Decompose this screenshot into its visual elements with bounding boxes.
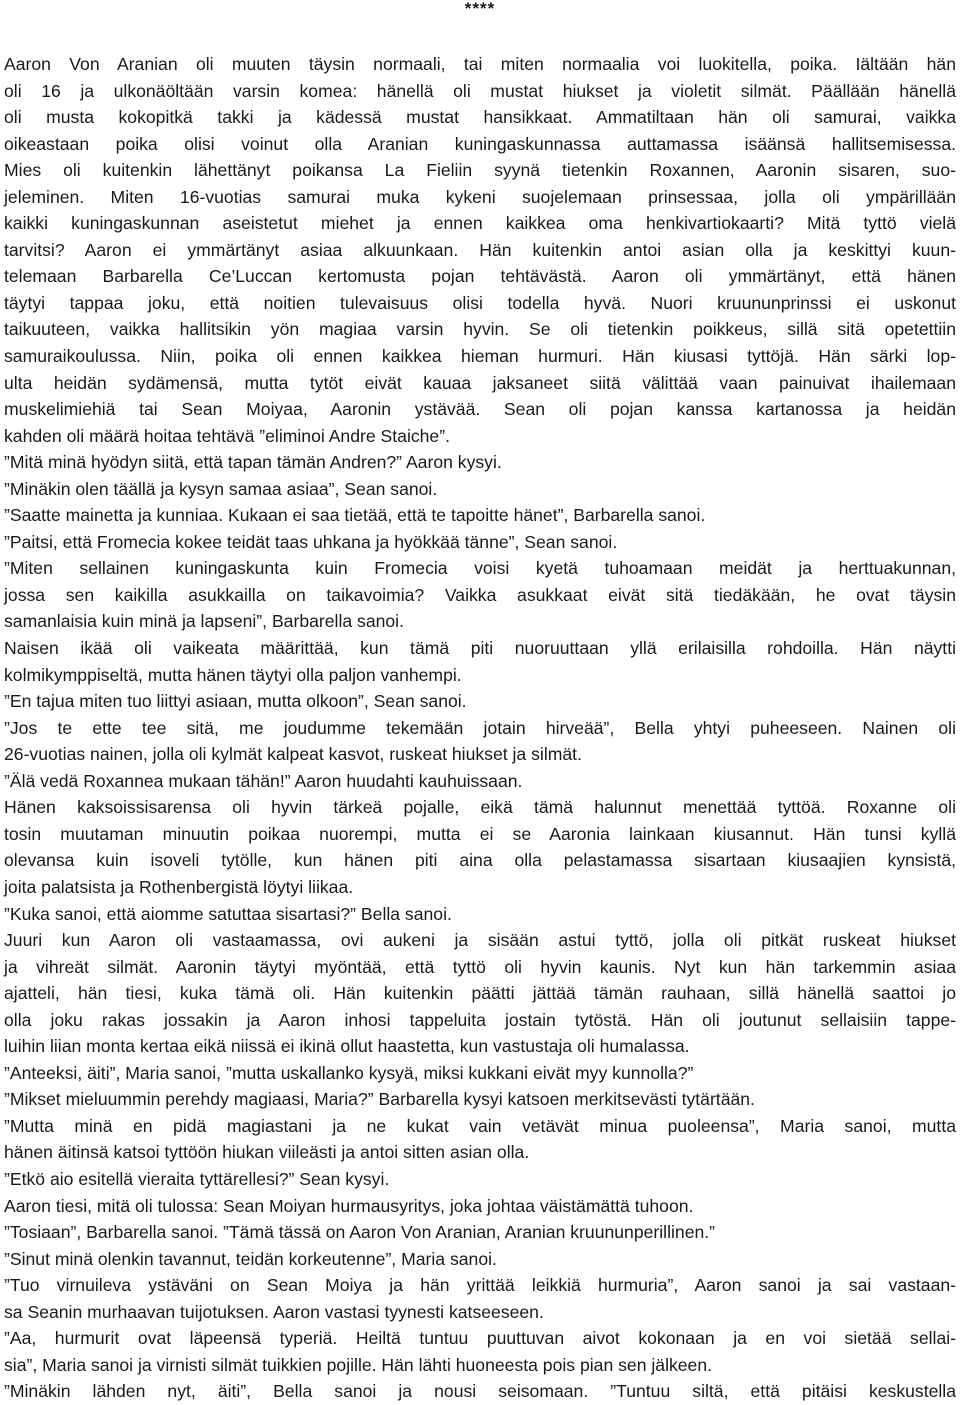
text-line: tarvitsi? Aaron ei ymmärtänyt asiaa alkuunkaan. Hän kuitenkin antoi asian olla ja keskittyi kuun-: [4, 239, 956, 260]
text-line: ”Mutta minä en pidä magiastani ja ne kukat vain vetävät minua puoleensa”, Maria sanoi, mutta: [4, 1115, 956, 1136]
text-line: joita palatsista ja Rothenbergistä löytyi liikaa.: [4, 876, 354, 897]
text-line: Hänen kaksoissisarensa oli hyvin tärkeä pojalle, eikä tämä halunnut menettää tyttöä. Roxanne oli: [4, 797, 956, 818]
text-line: kahden oli määrä hoitaa tehtävä ”eliminoi Andre Staiche”.: [4, 425, 450, 446]
text-line: sia”, Maria sanoi ja virnisti silmät tuikkien pojille. Hän lähti huoneesta pois pian sen jälkeen.: [4, 1354, 713, 1375]
text-line: ”Minäkin olen täällä ja kysyn samaa asiaa”, Sean sanoi.: [4, 478, 438, 499]
text-line: Juuri kun Aaron oli vastaamassa, ovi aukeni ja sisään astui tyttö, jolla oli pitkät ruskeat hiukset: [4, 930, 956, 951]
text-line: oikeastaan poika olisi voinut olla Aranian kuningaskunnassa auttamassa isäänsä hallitsemisessa.: [4, 133, 956, 154]
text-line: ”Sinut minä olenkin tavannut, teidän korkeutenne”, Maria sanoi.: [4, 1248, 497, 1269]
document-page: [4, 0, 956, 1402]
text-line: ”Mikset mieluummin perehdy magiaasi, Maria?” Barbarella kysyi katsoen merkitsevästi tytärtään.: [4, 1089, 755, 1110]
text-line: ja vihreät silmät. Aaronin täytyi myöntää, että tyttö oli hyvin kaunis. Nyt kun hän tarkemmin asiaa: [4, 956, 956, 977]
text-line: Aaron Von Aranian oli muuten täysin normaali, tai miten normaalia voi luokitella, poika. Iältään hän: [4, 54, 956, 74]
body-text: [4, 51, 956, 1405]
text-line: telemaan Barbarella Ce’Luccan kertomusta pojan tehtävästä. Aaron oli ymmärtänyt, että hänen: [4, 266, 956, 287]
text-line: ajatteli, hän tiesi, kuka tämä oli. Hän kuitenkin päätti jättää tämän rauhaan, sillä hänellä saattoi jo: [4, 983, 956, 1004]
text-line: 26-vuotias nainen, jolla oli kylmät kalpeat kasvot, ruskeat hiukset ja silmät.: [4, 744, 582, 765]
text-line: ulta heidän sydämensä, mutta tytöt eivät kauaa jaksaneet siitä välittää vaan painuivat ihailemaan: [4, 372, 956, 393]
text-line: ”Kuka sanoi, että aiomme satuttaa sisartasi?” Bella sanoi.: [4, 903, 452, 924]
text-line: ”Minäkin lähden nyt, äiti”, Bella sanoi ja nousi seisomaan. ”Tuntuu siltä, että pitäisi keskustella: [4, 1381, 956, 1402]
text-line: olla joku rakas jossakin ja Aaron inhosi tappeluita jostain tytöstä. Hän oli joutunut sellaisiin tappe-: [4, 1009, 956, 1030]
text-line: ”Paitsi, että Fromecia kokee teidät taas uhkana ja hyökkää tänne”, Sean sanoi.: [4, 531, 618, 552]
text-line: ”Jos te ette tee sitä, me joudumme tekemään jotain hirveää”, Bella yhtyi puheeseen. Nainen oli: [4, 717, 956, 738]
text-line: ”Tosiaan”, Barbarella sanoi. ”Tämä tässä on Aaron Von Aranian, Aranian kruununperillinen.”: [4, 1222, 716, 1243]
text-line: taikuuteen, vaikka hallitsikin yön magiaa varsin hyvin. Se oli tietenkin poikkeus, sillä sitä opetettiin: [4, 319, 956, 340]
section-marker: ****: [464, 0, 496, 18]
text-line: ”Miten sellainen kuningaskunta kuin Fromecia voisi kyetä tuhoamaan meidät ja herttuakunnan,: [4, 558, 956, 579]
text-line: ”Tuo virnuileva ystäväni on Sean Moiya ja hän yrittää leikkiä hurmuria”, Aaron sanoi ja sai vastaan-: [4, 1275, 956, 1296]
text-line: tosin muutaman minuutin poikaa nuorempi, mutta ei se Aaronia lainkaan kiusannut. Hän tunsi kyllä: [4, 823, 956, 844]
text-line: ”Mitä minä hyödyn siitä, että tapan tämän Andren?” Aaron kysyi.: [4, 452, 502, 473]
text-line: samuraikoulussa. Niin, poika oli ennen kaikkea hieman hurmuri. Hän kiusasi tyttöjä. Hän särki lop-: [4, 346, 956, 367]
text-line: ”Etkö aio esitellä vieraita tyttärellesi?” Sean kysyi.: [4, 1168, 390, 1189]
text-line: kaikki kuningaskunnan aseistetut miehet ja ennen kaikkea oma henkivartiokaarti? Mitä tyttö vielä: [4, 213, 956, 234]
text-line: oli musta kokopitkä takki ja kädessä mustat hansikkaat. Ammatiltaan hän oli samurai, vaikka: [4, 107, 956, 128]
text-line: sa Seanin murhaavan tuijotuksen. Aaron vastasi tyynesti katseeseen.: [4, 1301, 544, 1322]
text-line: ”Anteeksi, äiti”, Maria sanoi, ”mutta uskallanko kysyä, miksi kukkani eivät myy kunnolla?”: [4, 1062, 694, 1083]
text-line: Aaron tiesi, mitä oli tulossa: Sean Moiyan hurmausyritys, joka johtaa väistämättä tuhoon.: [4, 1195, 694, 1216]
text-line: ”Saatte mainetta ja kunniaa. Kukaan ei saa tietää, että te tapoitte hänet”, Barbarella sanoi.: [4, 505, 706, 526]
text-line: olevansa kuin isoveli tytölle, kun hänen piti aina olla pelastamassa sisartaan kiusaajien kynsistä,: [4, 850, 956, 871]
text-line: muskelimiehiä tai Sean Moiyaa, Aaronin ystävää. Sean oli pojan kanssa kartanossa ja heidän: [4, 399, 956, 420]
text-line: ”En tajua miten tuo liittyi asiaan, mutta olkoon”, Sean sanoi.: [4, 691, 467, 712]
text-line: ”Aa, hurmurit ovat läpeensä typeriä. Heiltä tuntuu puuttuvan aivot kokonaan ja en voi sietää sellai-: [4, 1328, 956, 1349]
text-line: Mies oli kuitenkin lähettänyt poikansa La Fieliin syynä tietenkin Roxannen, Aaronin sisaren, suo-: [4, 160, 956, 181]
text-line: ”Älä vedä Roxannea mukaan tähän!” Aaron huudahti kauhuissaan.: [4, 770, 523, 791]
text-line: oli 16 ja ulkonäöltään varsin komea: hänellä oli mustat hiukset ja violetit silmät. Päällään hänellä: [4, 80, 956, 101]
text-line: kolmikymppiseltä, mutta hänen täytyi olla paljon vanhempi.: [4, 664, 462, 685]
text-line: jeleminen. Miten 16-vuotias samurai muka kykeni suojelemaan prinsessaa, jolla oli ympärillään: [4, 186, 956, 207]
text-line: Naisen ikää oli vaikeata määrittää, kun tämä piti nuoruuttaan yllä erilaisilla rohdoilla. Hän näytti: [4, 638, 956, 659]
text-line: hänen äitinsä katsoi tyttöön hiukan viileästi ja antoi sitten asian olla.: [4, 1142, 530, 1163]
text-line: luihin liian monta kertaa eikä niissä ei ikinä ollut haastetta, kun vastustaja oli humalassa.: [4, 1036, 690, 1057]
text-line: samanlaisia kuin minä ja lapseni”, Barbarella sanoi.: [4, 611, 404, 632]
text-line: jossa sen kaikilla asukkailla on taikavoimia? Vaikka asukkaat eivät sitä tiedäkään, he ovat täysin: [4, 584, 956, 605]
text-line: täytyi tappaa joku, että noitien tulevaisuus olisi todella hyvä. Nuori kruununprinssi ei uskonut: [4, 292, 956, 313]
